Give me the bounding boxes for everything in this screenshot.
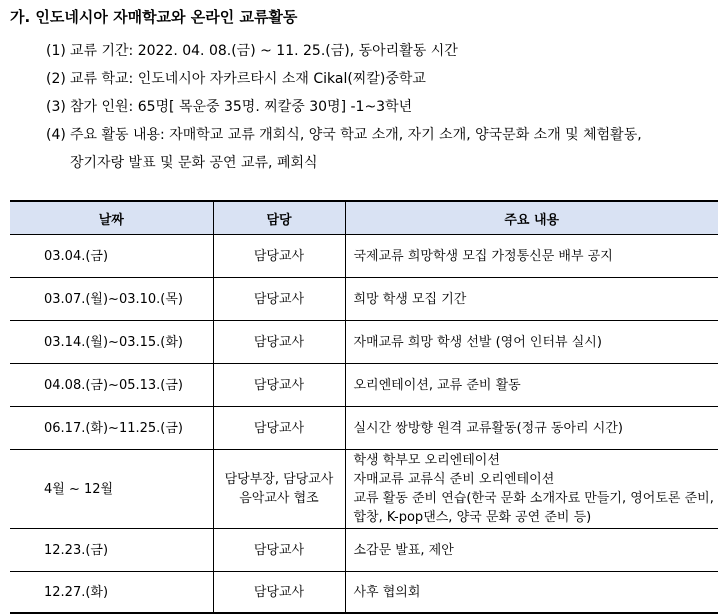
table-row (10, 364, 718, 407)
overview-item (46, 93, 642, 121)
cell-staff: 담당교사 (213, 235, 345, 278)
cell-content (345, 450, 718, 529)
cell-content: 오리엔테이션, 교류 준비 활동 (345, 364, 718, 407)
overview-item (46, 121, 642, 149)
cell-date: 12.23.(금) (10, 529, 213, 572)
content-line: 교류 활동 준비 연습(한국 문화 소개자료 만들기, 영어토론 준비, (353, 491, 714, 506)
table-row (10, 407, 718, 450)
item-text: 교류 기간: 2022. 04. 08.(금) ~ 11. 25.(금), 동아리활동 시간 (70, 43, 458, 59)
cell-staff: 담당교사 (213, 529, 345, 572)
header-staff: 담당 (213, 201, 345, 235)
table-row (10, 529, 718, 572)
table-header-row (10, 201, 718, 235)
staff-line: 담당부장, 담당교사 (224, 472, 334, 487)
cell-date: 12.27.(화) (10, 572, 213, 614)
table-row (10, 278, 718, 321)
section-heading: 가. 인도네시아 자매학교와 온라인 교류활동 (10, 8, 298, 26)
content-line: 합창, K-pop댄스, 양국 문화 공연 준비 등) (353, 510, 592, 525)
cell-date: 03.14.(월)~03.15.(화) (10, 321, 213, 364)
cell-content: 사후 협의회 (345, 572, 718, 614)
cell-content: 실시간 쌍방향 원격 교류활동(정규 동아리 시간) (345, 407, 718, 450)
table-row (10, 572, 718, 614)
content-line: 학생 학부모 오리엔테이션 (353, 453, 500, 468)
cell-content: 희망 학생 모집 기간 (345, 278, 718, 321)
cell-staff: 담당교사 (213, 407, 345, 450)
item-text: 주요 활동 내용: 자매학교 교류 개회식, 양국 학교 소개, 자기 소개, 양국문화 소개 및 체험활동, (70, 127, 642, 143)
item-number: (2) (46, 71, 66, 87)
cell-staff: 담당교사 (213, 364, 345, 407)
staff-line: 음악교사 협조 (239, 491, 319, 506)
item-text: 참가 인원: 65명[ 목운중 35명. 찌칼중 30명] -1~3학년 (70, 99, 413, 115)
cell-content: 자매교류 희망 학생 선발 (영어 인터뷰 실시) (345, 321, 718, 364)
table-row (10, 450, 718, 529)
cell-content: 국제교류 희망학생 모집 가정통신문 배부 공지 (345, 235, 718, 278)
cell-date: 06.17.(화)~11.25.(금) (10, 407, 213, 450)
header-date: 날짜 (10, 201, 213, 235)
cell-staff (213, 450, 345, 529)
item-number: (4) (46, 127, 66, 143)
overview-item (46, 65, 642, 93)
table-row (10, 321, 718, 364)
schedule-table (10, 200, 718, 614)
overview-item (46, 37, 642, 65)
cell-staff: 담당교사 (213, 572, 345, 614)
cell-date: 03.04.(금) (10, 235, 213, 278)
content-line: 자매교류 교류식 준비 오리엔테이션 (353, 472, 555, 487)
overview-item-continuation: 장기자랑 발표 및 문화 공연 교류, 폐회식 (70, 155, 318, 171)
table-row (10, 235, 718, 278)
item-text: 교류 학교: 인도네시아 자카르타시 소재 Cikal(찌칼)중학교 (70, 71, 426, 87)
cell-date: 03.07.(월)~03.10.(목) (10, 278, 213, 321)
item-number: (1) (46, 43, 66, 59)
cell-date: 4월 ~ 12월 (10, 450, 213, 529)
cell-staff: 담당교사 (213, 321, 345, 364)
item-number: (3) (46, 99, 66, 115)
cell-content: 소감문 발표, 제안 (345, 529, 718, 572)
header-content: 주요 내용 (345, 201, 718, 235)
overview-list (46, 37, 642, 177)
cell-date: 04.08.(금)~05.13.(금) (10, 364, 213, 407)
cell-staff: 담당교사 (213, 278, 345, 321)
